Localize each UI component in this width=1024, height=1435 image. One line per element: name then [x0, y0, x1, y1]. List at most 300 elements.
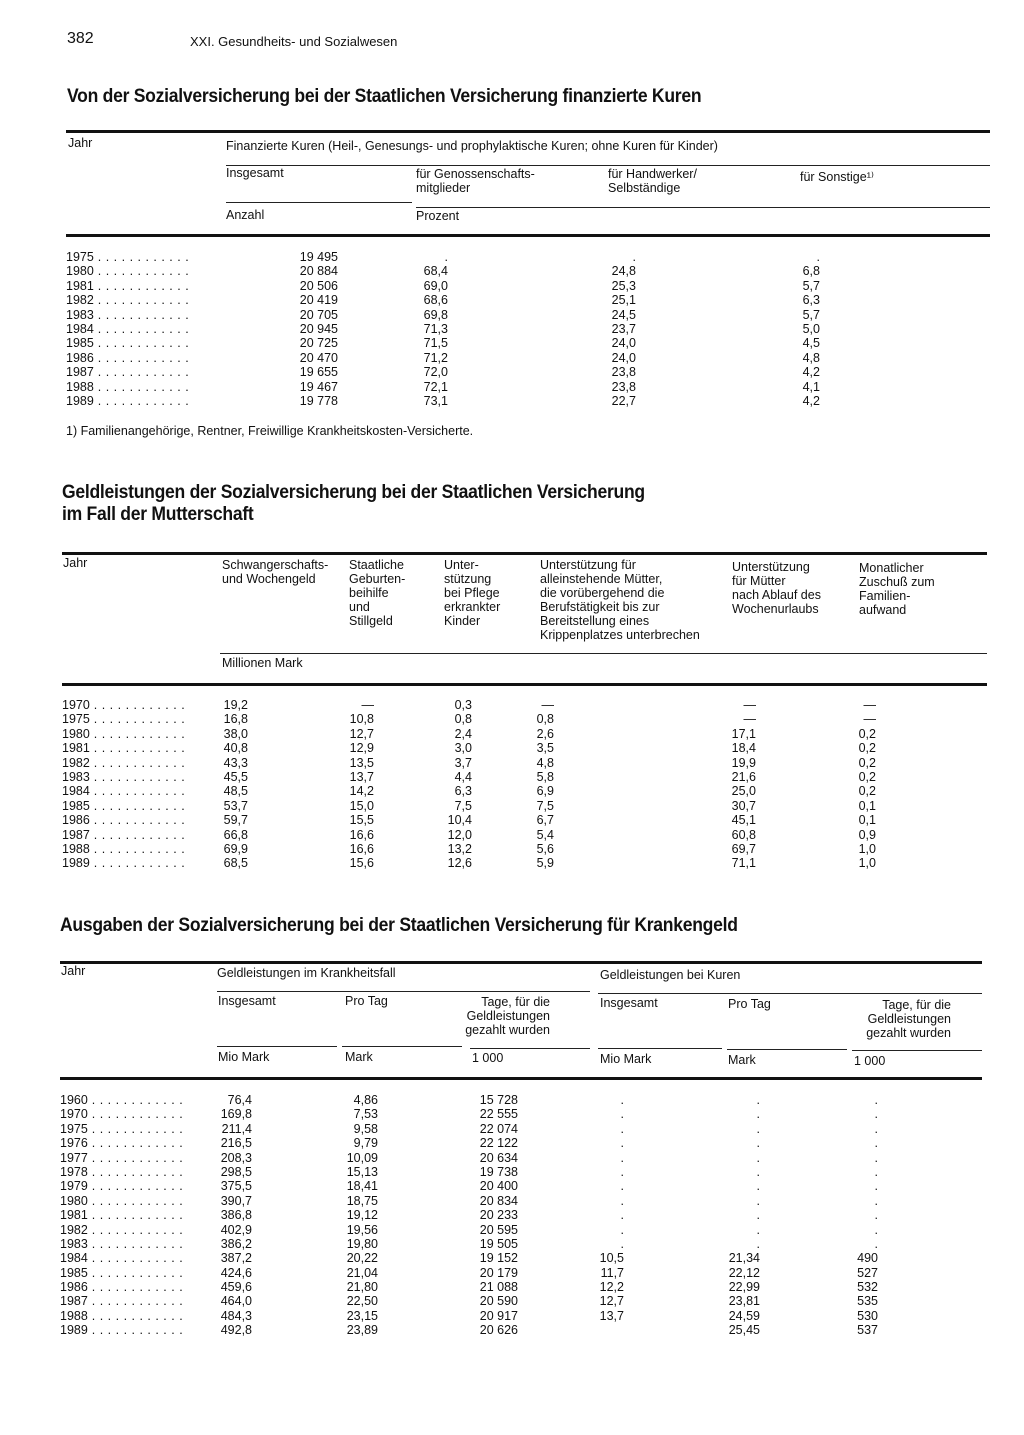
table1-col-insgesamt: Insgesamt: [226, 166, 284, 180]
table-cell: .: [756, 1136, 760, 1151]
table-cell: 19 778: [299, 393, 338, 408]
table3-u-mark-1: Mark: [345, 1050, 373, 1064]
table-cell: .: [620, 1208, 624, 1223]
table1-insgesamt-column: [226, 250, 338, 408]
table-cell: 10,5: [599, 1251, 624, 1266]
table-cell: 0,2: [858, 726, 876, 741]
table-cell: .: [620, 1236, 624, 1251]
table-cell: 19,80: [346, 1236, 378, 1251]
table-cell: 69,0: [423, 278, 448, 293]
table-cell: 21,80: [346, 1280, 378, 1295]
table1-unit-prozent: Prozent: [416, 209, 460, 223]
year-cell: 1987 . . .: [60, 1294, 200, 1308]
table-cell: .: [756, 1093, 760, 1107]
year-cell: 1988 . . .: [60, 1309, 200, 1323]
running-title: XXI. Gesundheits- und Sozialwesen: [190, 34, 398, 49]
table-cell: 71,3: [423, 321, 448, 336]
table2-body-rule: [62, 683, 987, 686]
table3-krank-protag-values: [320, 1093, 378, 1338]
table3-krank-insgesamt-values: [200, 1093, 252, 1338]
table-cell: 386,2: [220, 1236, 252, 1251]
table2-col1: Schwangerschafts- und Wochengeld: [222, 558, 329, 586]
table-cell: 20 595: [479, 1222, 518, 1237]
table-cell: 10,09: [346, 1150, 378, 1165]
table-cell: 15,0: [349, 798, 374, 813]
table3-u-miomark-2: Mio Mark: [600, 1052, 652, 1066]
table3-title: Ausgaben der Sozialversicherung bei der Staatlichen Versicherung für Krankengeld: [60, 914, 738, 936]
table-cell: 24,0: [611, 336, 636, 351]
table-cell: .: [874, 1136, 878, 1151]
table-cell: 0,2: [858, 741, 876, 756]
table-cell: 13,5: [349, 755, 374, 770]
table3-h-tage-1: Tage, für die Geldleistungen gezahlt wurden: [465, 995, 550, 1037]
year-cell: 1984 . . .: [60, 1251, 200, 1265]
table-cell: .: [874, 1208, 878, 1223]
year-cell: 1982 . . .: [62, 756, 202, 770]
table3-unit-rule-2: [342, 1046, 462, 1047]
table-cell: 22,12: [728, 1265, 760, 1280]
table1-title: Von der Sozialversicherung bei der Staatlichen Versicherung finanzierte Kuren: [67, 85, 702, 107]
table-cell: 22,50: [346, 1294, 378, 1309]
table-cell: .: [632, 250, 636, 264]
table2-col5: Unterstützung für Mütter nach Ablauf des Wochenurlaubs: [732, 560, 821, 616]
table-cell: .: [816, 250, 820, 264]
table-cell: 20 470: [299, 350, 338, 365]
table-cell: 20,22: [346, 1251, 378, 1266]
table-cell: 13,7: [349, 769, 374, 784]
table-cell: 18,4: [731, 741, 756, 756]
table-cell: 14,2: [349, 784, 374, 799]
table-cell: .: [874, 1164, 878, 1179]
page-number: 382: [67, 30, 94, 47]
table-cell: 211,4: [221, 1121, 252, 1136]
table-cell: —: [361, 698, 374, 712]
table1-years-column: [66, 250, 206, 408]
table-cell: 3,5: [536, 741, 554, 756]
table-cell: 20 626: [479, 1323, 518, 1338]
table-cell: .: [444, 250, 448, 264]
table-cell: 4,8: [802, 350, 820, 365]
table-cell: 2,6: [536, 726, 554, 741]
table-cell: —: [743, 698, 756, 712]
year-cell: 1987 . . .: [62, 828, 202, 842]
table-cell: .: [874, 1222, 878, 1237]
table-cell: 12,7: [349, 726, 374, 741]
table-cell: .: [756, 1164, 760, 1179]
table-cell: 390,7: [220, 1193, 252, 1208]
table-cell: —: [743, 712, 756, 727]
table-cell: 15,6: [349, 856, 374, 871]
year-cell: 1985 . . .: [62, 799, 202, 813]
year-cell: 1983 . . .: [62, 770, 202, 784]
table2-col2-values: [322, 698, 374, 871]
table-cell: 20 725: [299, 336, 338, 351]
table-cell: .: [874, 1107, 878, 1122]
table-cell: 20 884: [299, 264, 338, 279]
table3-u-miomark-1: Mio Mark: [218, 1050, 270, 1064]
table-cell: 12,2: [599, 1280, 624, 1295]
table-cell: 16,6: [349, 841, 374, 856]
year-cell: 1986 . . .: [60, 1280, 200, 1294]
table-cell: 20 705: [299, 307, 338, 322]
table3-unit-rule-6: [852, 1050, 982, 1051]
table-cell: .: [620, 1136, 624, 1151]
year-cell: 1983 . . .: [60, 1237, 200, 1251]
table3-unit-rule-1: [217, 1046, 337, 1047]
table-cell: 4,86: [353, 1093, 378, 1107]
table-cell: 13,7: [599, 1308, 624, 1323]
table-cell: .: [620, 1193, 624, 1208]
table-cell: 4,2: [802, 365, 820, 380]
year-cell: 1979 . . .: [60, 1179, 200, 1193]
table-cell: .: [874, 1179, 878, 1194]
table-cell: 298,5: [220, 1164, 252, 1179]
table-cell: 16,8: [223, 712, 248, 727]
table3-h-protag-1: Pro Tag: [345, 994, 388, 1008]
table-cell: 19 495: [299, 250, 338, 264]
table1-body: [66, 250, 990, 410]
table2-col6-values: [842, 698, 876, 871]
table-cell: 0,1: [858, 798, 876, 813]
table3-h-insgesamt-1: Insgesamt: [218, 994, 276, 1008]
table-cell: 73,1: [423, 393, 448, 408]
table2-col4-values: [512, 698, 554, 871]
table1-sonstige-column: [776, 250, 820, 408]
year-cell: 1980 . . .: [66, 264, 206, 278]
table-cell: 0,2: [858, 769, 876, 784]
table-cell: .: [756, 1222, 760, 1237]
table-cell: 24,5: [611, 307, 636, 322]
table2-title-line1: Geldleistungen der Sozialversicherung bei der Staatlichen Versicherung: [62, 481, 645, 503]
table3-body: [60, 1093, 982, 1343]
table-cell: 38,0: [223, 726, 248, 741]
year-cell: 1989 . . .: [66, 394, 206, 408]
table1-unit-anzahl: Anzahl: [226, 208, 265, 222]
year-cell: 1985 . . .: [66, 336, 206, 350]
table-cell: .: [874, 1121, 878, 1136]
year-cell: 1986 . . .: [62, 813, 202, 827]
table-cell: 20 233: [479, 1208, 518, 1223]
table-cell: 15,5: [349, 813, 374, 828]
table-cell: 24,0: [611, 350, 636, 365]
table-cell: 66,8: [223, 827, 248, 842]
table-cell: 6,3: [802, 293, 820, 308]
table2-years-column: [62, 698, 202, 871]
table-cell: 25,3: [611, 278, 636, 293]
year-cell: 1988 . . .: [66, 380, 206, 394]
table-cell: 71,2: [423, 350, 448, 365]
table3-h-protag-2: Pro Tag: [728, 997, 771, 1011]
table2-col5-values: [712, 698, 756, 871]
table-cell: .: [620, 1121, 624, 1136]
table-cell: 7,5: [454, 798, 472, 813]
table3-krank-tage-values: [460, 1093, 518, 1338]
table-cell: 19 467: [299, 379, 338, 394]
table3-years-column: [60, 1093, 200, 1338]
table-cell: 2,4: [454, 726, 472, 741]
table2-body: [62, 698, 987, 873]
table-cell: 20 419: [299, 293, 338, 308]
table2-col4: Unterstützung für alleinstehende Mütter, die vorübergehend die Berufstätigkeit bis zur Bereitstellung eines Krippenplatzes unterbrechen: [540, 558, 700, 642]
table-cell: .: [756, 1208, 760, 1223]
table-cell: .: [874, 1093, 878, 1107]
table3-group1-rule: [217, 991, 590, 992]
table-cell: 7,5: [536, 798, 554, 813]
table-cell: 13,2: [447, 841, 472, 856]
table1-group-header: Finanzierte Kuren (Heil-, Genesungs- und prophylaktische Kuren; ohne Kuren für Kinder): [226, 139, 718, 153]
table-cell: 387,2: [220, 1251, 252, 1266]
table-cell: 76,4: [227, 1093, 252, 1107]
table-cell: 20 590: [479, 1294, 518, 1309]
table1-unit-rule-left: [226, 202, 412, 203]
table-cell: 19,9: [731, 755, 756, 770]
table1-top-rule: [66, 130, 990, 133]
table-cell: .: [620, 1164, 624, 1179]
table-cell: 464,0: [220, 1294, 252, 1309]
table-cell: 25,1: [611, 293, 636, 308]
table2-col3: Unter- stützung bei Pflege erkrankter Kinder: [444, 558, 501, 628]
table-cell: 5,9: [536, 856, 554, 871]
table-cell: .: [756, 1236, 760, 1251]
table-cell: 21,34: [728, 1251, 760, 1266]
year-cell: 1970 . . .: [60, 1107, 200, 1121]
table-cell: —: [541, 698, 554, 712]
table-cell: 12,9: [349, 741, 374, 756]
year-cell: 1982 . . .: [60, 1223, 200, 1237]
table1-genossen-column: [396, 250, 448, 408]
table-cell: 60,8: [731, 827, 756, 842]
table-cell: .: [874, 1193, 878, 1208]
table-cell: 40,8: [223, 741, 248, 756]
table-cell: 19 655: [299, 365, 338, 380]
table2-unit-rule: [220, 653, 987, 654]
table-cell: 5,7: [802, 278, 820, 293]
table3-unit-rule-3: [470, 1048, 590, 1049]
table3-jahr-header: Jahr: [61, 964, 86, 978]
table3-u-1000-2: 1 000: [854, 1054, 886, 1068]
table-cell: 45,5: [223, 769, 248, 784]
year-cell: 1986 . . .: [66, 351, 206, 365]
table-cell: 5,7: [802, 307, 820, 322]
table-cell: 15,13: [346, 1164, 378, 1179]
table-cell: 4,2: [802, 393, 820, 408]
year-cell: 1987 . . .: [66, 365, 206, 379]
table-cell: 68,5: [223, 856, 248, 871]
table-cell: 23,89: [346, 1323, 378, 1338]
table2-title-line2: im Fall der Mutterschaft: [62, 503, 254, 525]
table-cell: 6,9: [536, 784, 554, 799]
year-cell: 1960 . . .: [60, 1093, 200, 1107]
table-cell: 12,6: [447, 856, 472, 871]
year-cell: 1975 . . .: [66, 250, 206, 264]
table1-unit-rule-right: [416, 207, 990, 208]
table-cell: 20 634: [479, 1150, 518, 1165]
year-cell: 1980 . . .: [60, 1194, 200, 1208]
table-cell: 532: [857, 1280, 878, 1295]
table-cell: .: [620, 1150, 624, 1165]
table-cell: 25,45: [728, 1323, 760, 1338]
table3-u-1000-1: 1 000: [472, 1051, 504, 1065]
table-cell: 402,9: [220, 1222, 252, 1237]
table-cell: 45,1: [731, 813, 756, 828]
table-cell: 3,0: [454, 741, 472, 756]
table-cell: .: [874, 1236, 878, 1251]
year-cell: 1975 . . .: [60, 1122, 200, 1136]
table-cell: 21 088: [479, 1280, 518, 1295]
table-cell: 72,0: [423, 365, 448, 380]
table-cell: 22,7: [611, 393, 636, 408]
year-cell: 1985 . . .: [60, 1266, 200, 1280]
table2-col2: Staatliche Geburten- beihilfe und Stillgeld: [349, 558, 406, 628]
table1-handwerker-column: [586, 250, 636, 408]
table-cell: 12,0: [447, 827, 472, 842]
table-cell: 22 122: [479, 1136, 518, 1151]
table-cell: 20 917: [479, 1308, 518, 1323]
table-cell: 490: [857, 1251, 878, 1266]
year-cell: 1981 . . .: [66, 279, 206, 293]
year-cell: 1970 . . .: [62, 698, 202, 712]
table-cell: 30,7: [731, 798, 756, 813]
table-cell: 20 834: [479, 1193, 518, 1208]
table-cell: 530: [857, 1308, 878, 1323]
table-cell: 20 400: [479, 1179, 518, 1194]
table-cell: 23,7: [611, 321, 636, 336]
table-cell: 4,5: [802, 336, 820, 351]
table-cell: 5,0: [802, 321, 820, 336]
year-cell: 1978 . . .: [60, 1165, 200, 1179]
table3-top-rule: [60, 961, 982, 964]
table-cell: 0,9: [858, 827, 876, 842]
table-cell: 71,1: [731, 856, 756, 871]
table-cell: 23,81: [728, 1294, 760, 1309]
table-cell: 19,56: [346, 1222, 378, 1237]
table-cell: 59,7: [223, 813, 248, 828]
table-cell: 0,2: [858, 784, 876, 799]
table-cell: .: [756, 1107, 760, 1122]
table-cell: 0,1: [858, 813, 876, 828]
year-cell: 1983 . . .: [66, 308, 206, 322]
table-cell: 1,0: [858, 856, 876, 871]
table-cell: 21,04: [346, 1265, 378, 1280]
table-cell: 23,15: [346, 1308, 378, 1323]
table3-kuren-protag-values: [710, 1093, 760, 1338]
table1-body-rule: [66, 234, 990, 237]
table-cell: 68,6: [423, 293, 448, 308]
table-cell: 484,3: [220, 1308, 252, 1323]
table2-col6: Monatlicher Zuschuß zum Familien- aufwand: [859, 561, 935, 617]
table-cell: 3,7: [454, 755, 472, 770]
table-cell: .: [756, 1193, 760, 1208]
table3-h-insgesamt-2: Insgesamt: [600, 996, 658, 1010]
table-cell: 23,8: [611, 379, 636, 394]
table3-h-tage-2: Tage, für die Geldleistungen gezahlt wurden: [866, 998, 951, 1040]
table3-u-mark-2: Mark: [728, 1053, 756, 1067]
table-cell: 19,12: [346, 1208, 378, 1223]
table-cell: 6,8: [802, 264, 820, 279]
table-cell: 11,7: [600, 1265, 624, 1280]
table-cell: 10,4: [447, 813, 472, 828]
year-cell: 1981 . . .: [62, 741, 202, 755]
table1-jahr-header: Jahr: [68, 136, 93, 150]
table-cell: —: [863, 698, 876, 712]
table-cell: 208,3: [220, 1150, 252, 1165]
table2-jahr-header: Jahr: [63, 556, 88, 570]
table-cell: 19 505: [479, 1236, 518, 1251]
table-cell: .: [620, 1179, 624, 1194]
table-cell: 169,8: [220, 1107, 252, 1122]
table-cell: 0,3: [454, 698, 472, 712]
table-cell: 24,8: [611, 264, 636, 279]
table-cell: .: [874, 1150, 878, 1165]
table-cell: 69,7: [731, 841, 756, 856]
table-cell: 19 738: [479, 1164, 518, 1179]
table-cell: 72,1: [423, 379, 448, 394]
table-cell: 9,79: [353, 1136, 378, 1151]
table-cell: 68,4: [423, 264, 448, 279]
table-cell: 5,4: [536, 827, 554, 842]
table-cell: 4,1: [802, 379, 820, 394]
table-cell: 18,75: [346, 1193, 378, 1208]
table-cell: 23,8: [611, 365, 636, 380]
table-cell: 7,53: [353, 1107, 378, 1122]
table-cell: .: [756, 1121, 760, 1136]
table-cell: 1,0: [858, 841, 876, 856]
table-cell: .: [620, 1222, 624, 1237]
table2-unit: Millionen Mark: [222, 656, 303, 670]
table-cell: 69,9: [223, 841, 248, 856]
table1-footnote: 1) Familienangehörige, Rentner, Freiwillige Krankheitskosten-Versicherte.: [66, 424, 474, 438]
table-cell: 9,58: [353, 1121, 378, 1136]
table-cell: 15 728: [479, 1093, 518, 1107]
table-cell: .: [620, 1093, 624, 1107]
year-cell: 1980 . . .: [62, 727, 202, 741]
table-cell: 459,6: [220, 1280, 252, 1295]
table-cell: 16,6: [349, 827, 374, 842]
table-cell: 21,6: [731, 769, 756, 784]
table1-group-rule: [226, 165, 990, 166]
table-cell: 6,3: [454, 784, 472, 799]
year-cell: 1977 . . .: [60, 1151, 200, 1165]
table3-unit-rule-4: [598, 1048, 722, 1049]
table-cell: 24,59: [728, 1308, 760, 1323]
table-cell: 4,8: [536, 755, 554, 770]
table1-col-genossen: für Genossenschafts- mitglieder: [416, 167, 535, 195]
table-cell: 10,8: [349, 712, 374, 727]
year-cell: 1989 . . .: [62, 856, 202, 870]
table-cell: 48,5: [223, 784, 248, 799]
table-cell: 216,5: [220, 1136, 252, 1151]
table-cell: 53,7: [223, 798, 248, 813]
table-cell: 43,3: [223, 755, 248, 770]
table-cell: 69,8: [423, 307, 448, 322]
table3-group2: Geldleistungen bei Kuren: [600, 968, 741, 982]
table-cell: 424,6: [220, 1265, 252, 1280]
table-cell: —: [863, 712, 876, 727]
table-cell: 0,8: [454, 712, 472, 727]
table-cell: 22 555: [479, 1107, 518, 1122]
table-cell: 0,8: [536, 712, 554, 727]
table-cell: 5,8: [536, 769, 554, 784]
year-cell: 1988 . . .: [62, 842, 202, 856]
table2-col1-values: [202, 698, 248, 871]
table2-top-rule: [62, 552, 987, 555]
table-cell: 375,5: [220, 1179, 252, 1194]
table1-col-sonstige: für Sonstige¹⁾: [800, 170, 874, 184]
table-cell: 492,8: [220, 1323, 252, 1338]
table-cell: 17,1: [731, 726, 756, 741]
table-cell: 19,2: [223, 698, 248, 712]
table3-body-rule: [60, 1077, 982, 1080]
